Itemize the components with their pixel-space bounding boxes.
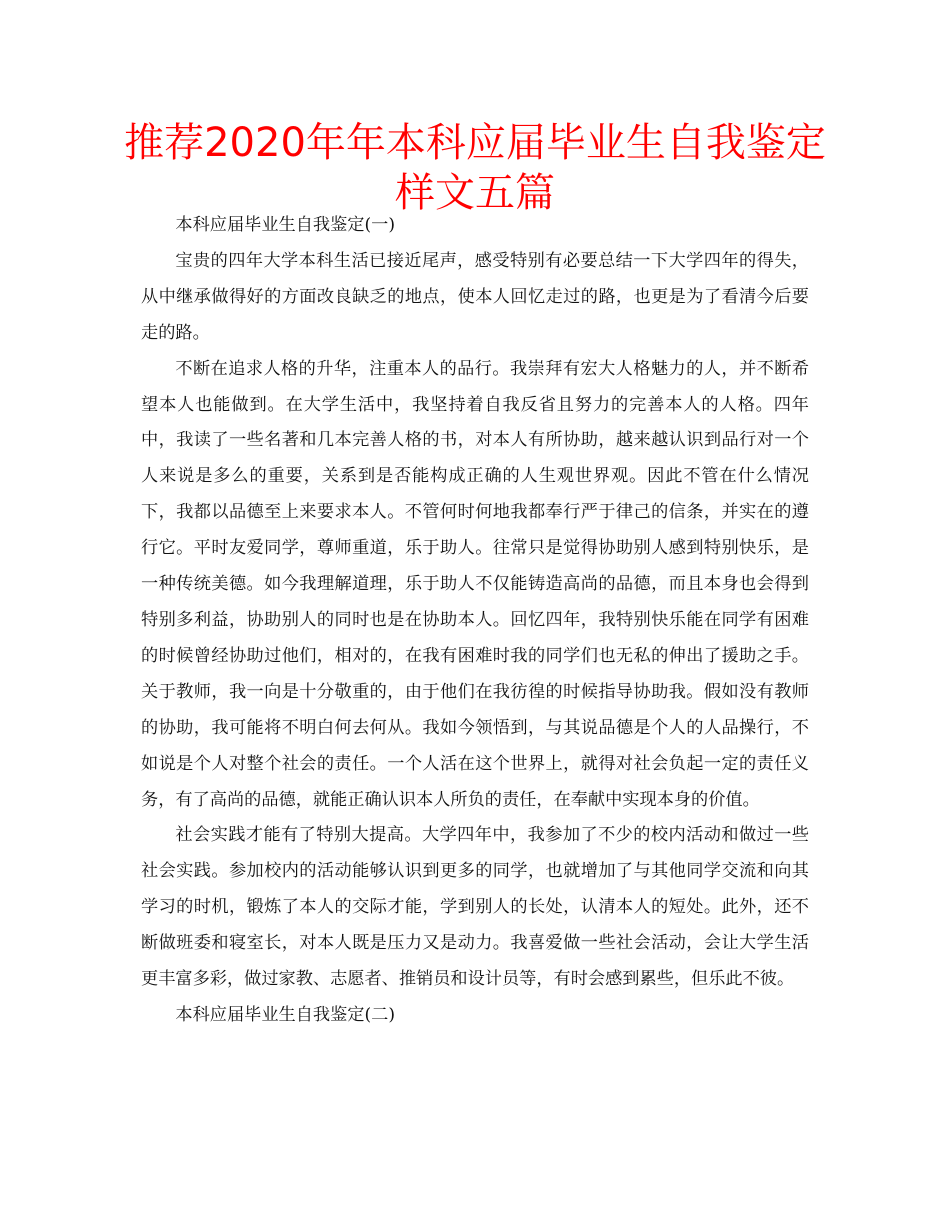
section-heading-2: 本科应届毕业生自我鉴定(二) [175,1004,396,1025]
paragraph-character: 不断在追求人格的升华，注重本人的品行。我崇拜有宏大人格魅力的人，并不断希望本人也能做到。在大学生活中，我坚持着自我反省且努力的完善本人的人格。四年中，我读了一些名著和几本完善人格的书，对本人有所协助，越来越认识到品行对一个人来说是多么的重要，关系到是否能构成正确的人生观世界观。因此不管在什么情况下，我都以品德至上来要求本人。不管何时何地我都奉行严于律己的信条，并实在的遵行它。平时友爱同学，尊师重道，乐于助人。往常只是觉得协助别人感到特别快乐，是一种传统美德。如今我理解道理，乐于助人不仅能铸造高尚的品德，而且本身也会得到特别多利益，协助别人的同时也是在协助本人。回忆四年，我特别快乐能在同学有困难的时候曾经协助过他们，相对的，在我有困难时我的同学们也无私的伸出了援助之手。关于教师，我一向是十分敬重的，由于他们在我彷徨的时候指导协助我。假如没有教师的协助，我可能将不明白何去何从。我如今领悟到，与其说品德是个人的人品操行，不如说是个人对整个社会的责任。一个人活在这个世界上，就得对社会负起一定的责任义务，有了高尚的品德，就能正确认识本人所负的责任，在奉献中实现本身的价值。 [141,358,809,810]
section-heading-1: 本科应届毕业生自我鉴定(一) [175,215,396,235]
document-title: 推荐2020年年本科应届毕业生自我鉴定样文五篇 [124,120,826,216]
paragraph-social-practice: 社会实践才能有了特别大提高。大学四年中，我参加了不少的校内活动和做过一些社会实践。参加校内的活动能够认识到更多的同学，也就增加了与其他同学交流和向其学习的时机，锻炼了本人的交际才能，学到别人的长处，认清本人的短处。此外，还不断做班委和寝室长，对本人既是压力又是动力。我喜爱做一些社会活动，会让大学生活更丰富多彩，做过家教、志愿者、推销员和设计员等，有时会感到累些，但乐此不彼。 [141,825,809,990]
document-body [141,208,809,1034]
paragraph-intro: 宝贵的四年大学本科生活已接近尾声，感受特别有必要总结一下大学四年的得失，从中继承做得好的方面改良缺乏的地点，使本人回忆走过的路，也更是为了看清今后要走的路。 [141,250,809,343]
